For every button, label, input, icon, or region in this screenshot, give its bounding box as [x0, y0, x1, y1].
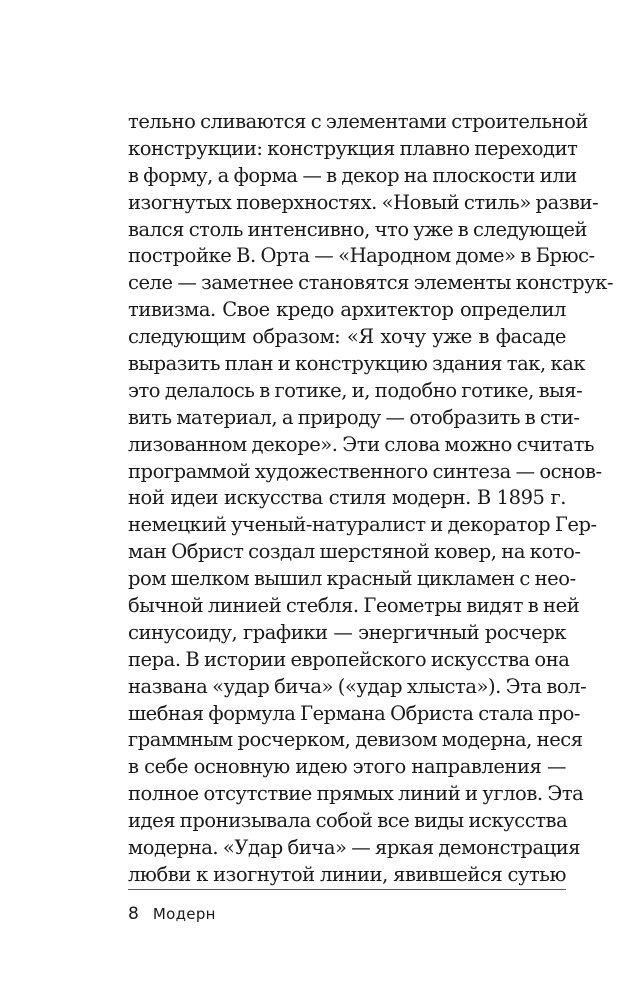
text-line: постройке В. Орта — «Народном доме» в Брюс- — [128, 244, 595, 268]
text-line: вался столь интенсивно, что уже в следующей — [128, 217, 587, 241]
text-line: ман Обрист создал шерстяной ковер, на кото- — [128, 540, 581, 564]
page-number: 8 — [128, 904, 139, 924]
footer-divider — [128, 889, 566, 890]
text-line: лизованном декоре». Эти слова можно считать — [128, 432, 595, 456]
text-line: модерна. «Удар бича» — яркая демонстрация — [128, 836, 581, 860]
text-line: в себе основную идею этого направления — — [128, 755, 566, 779]
text-line: пера. В истории европейского искусства она — [128, 647, 570, 671]
text-line: следующим образом: «Я хочу уже в фасаде — [128, 325, 566, 349]
text-line: в форму, а форма — в декор на плоскости или — [128, 163, 577, 187]
text-line: тивизма. Свое кредо архитектор определил — [128, 298, 566, 322]
text-line: ром шелком вышил красный цикламен с нео- — [128, 567, 576, 591]
text-line: идея пронизывала собой все виды искусства — [128, 809, 568, 833]
text-line: изогнутых поверхностях. «Новый стиль» разви- — [128, 190, 599, 214]
text-line: ной идеи искусства стиля модерн. В 1895 г. — [128, 486, 566, 510]
text-line: селе — заметнее становятся элементы конструк- — [128, 271, 614, 295]
text-line: конструкции: конструкция плавно переходит — [128, 136, 578, 160]
text-line: немецкий ученый-натуралист и декоратор Гер- — [128, 513, 597, 537]
text-line: это делалось в готике, и, подобно готике, выя- — [128, 378, 583, 402]
text-line: полное отсутствие прямых линий и углов. Эта — [128, 782, 584, 806]
text-line: бычной линией стебля. Геометры видят в ней — [128, 594, 580, 618]
text-line: тельно сливаются с элементами строительной — [128, 110, 588, 133]
page-footer — [128, 902, 216, 926]
text-line: вить материал, а природу — отобразить в сти- — [128, 405, 580, 429]
text-line: названа «удар бича» («удар хлыста»). Эта вол- — [128, 674, 587, 698]
body-text — [128, 109, 614, 889]
text-line: граммным росчерком, девизом модерна, неся — [128, 728, 583, 752]
text-line: любви к изогнутой линии, явившейся сутью — [128, 862, 566, 886]
text-line: выразить план и конструкцию здания так, как — [128, 352, 586, 376]
running-head: Модерн — [152, 905, 216, 923]
text-line: программой художественного синтеза — основ- — [128, 459, 602, 483]
text-line: шебная формула Германа Обриста стала про- — [128, 701, 581, 725]
text-line: синусоиду, графики — энергичный росчерк — [128, 620, 566, 644]
